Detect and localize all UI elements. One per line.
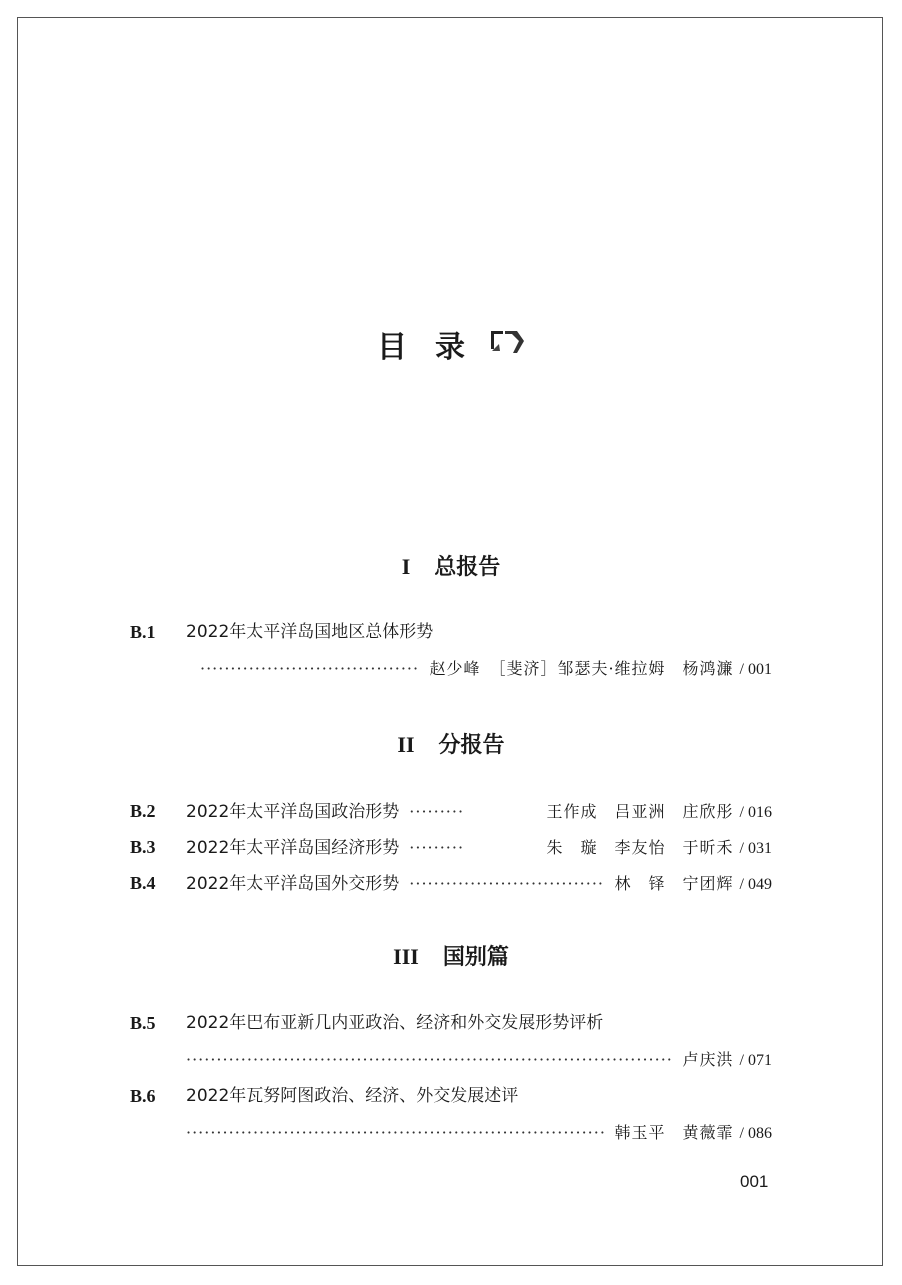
toc-entry-b5[interactable]: [130, 1011, 772, 1035]
entry-authors: 林 铎 宁团辉: [614, 874, 734, 893]
section-heading-3: III 国别篇: [393, 944, 509, 970]
toc-entry-b3[interactable]: [130, 833, 772, 858]
entry-code: B.5: [130, 1013, 156, 1033]
entry-code: B.3: [130, 837, 156, 857]
toc-entry-b4[interactable]: [130, 869, 772, 894]
publisher-logo-icon: [489, 327, 525, 365]
title-char-2: 录: [435, 330, 467, 365]
entry-page: / 086: [739, 1125, 772, 1142]
entry-authors: 王作成 吕亚洲 庄欣彤: [546, 802, 734, 821]
toc-entry-b1-authors: [200, 656, 772, 679]
entry-title: 2022年太平洋岛国地区总体形势: [186, 622, 434, 642]
dot-leader: [186, 1123, 605, 1142]
entry-page: / 049: [739, 876, 772, 893]
dot-leader: [200, 659, 419, 678]
page-number: 001: [740, 1172, 769, 1191]
entry-page: / 001: [739, 661, 772, 678]
entry-authors: 赵少峰 ［斐济］邹瑟夫·维拉姆 杨鸿濂: [429, 659, 734, 678]
dot-leader: [186, 1050, 673, 1069]
section-heading-1: I 总报告: [401, 554, 501, 580]
entry-title: 2022年太平洋岛国经济形势: [186, 838, 400, 858]
entry-code: B.2: [130, 801, 156, 821]
section-heading-2: II 分报告: [397, 732, 505, 758]
toc-entry-b6[interactable]: [130, 1084, 772, 1108]
entry-page: / 016: [739, 804, 772, 821]
dot-leader: [409, 802, 465, 821]
entry-code: B.4: [130, 873, 156, 893]
entry-title: 2022年巴布亚新几内亚政治、经济和外交发展形势评析: [186, 1013, 604, 1033]
toc-title: [0, 322, 902, 368]
entry-authors: 朱 璇 李友怡 于昕禾: [546, 838, 734, 857]
dot-leader: [409, 874, 604, 893]
toc-entry-b6-authors: [186, 1120, 772, 1143]
entry-code: B.6: [130, 1086, 156, 1106]
entry-page: / 071: [739, 1052, 772, 1069]
dot-leader: [409, 838, 465, 857]
entry-page: / 031: [739, 840, 772, 857]
entry-title: 2022年太平洋岛国外交形势: [186, 874, 400, 894]
toc-entry-b1[interactable]: [130, 620, 772, 644]
entry-title: 2022年瓦努阿图政治、经济、外交发展述评: [186, 1086, 519, 1106]
toc-entry-b5-authors: [186, 1047, 772, 1070]
entry-authors: 韩玉平 黄薇霏: [614, 1123, 734, 1142]
entry-code: B.1: [130, 622, 156, 642]
toc-entry-b2[interactable]: [130, 797, 772, 822]
entry-authors: 卢庆洪: [682, 1050, 734, 1069]
title-char-1: 目: [377, 330, 409, 365]
entry-title: 2022年太平洋岛国政治形势: [186, 802, 400, 822]
